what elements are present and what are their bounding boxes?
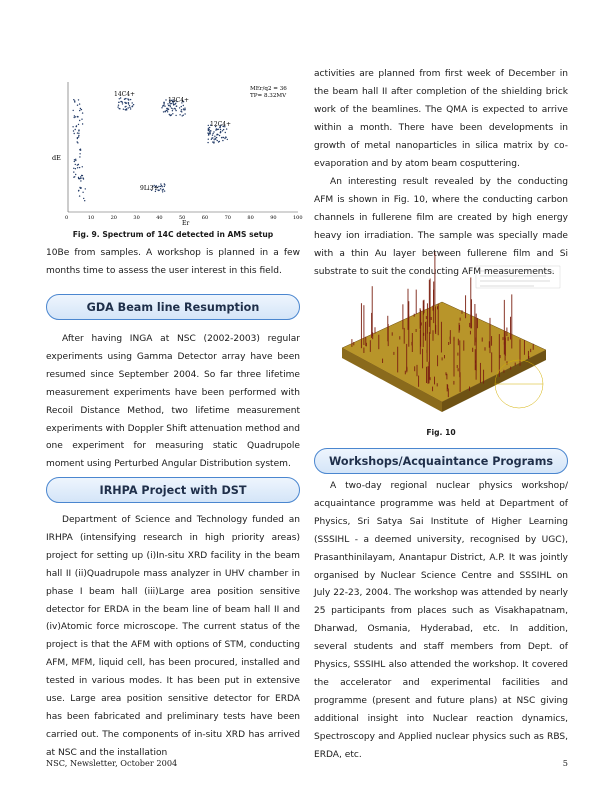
scatter-point <box>216 134 217 135</box>
scatter-point <box>162 189 163 190</box>
scatter-point <box>168 105 169 106</box>
spectrum-plot <box>46 78 303 227</box>
scatter-point <box>128 102 129 103</box>
scatter-point <box>167 111 168 112</box>
scatter-point <box>223 129 224 130</box>
scatter-point <box>181 111 182 112</box>
scatter-point <box>75 160 76 161</box>
scatter-point <box>128 103 129 104</box>
scatter-point <box>132 102 133 103</box>
scatter-point <box>81 175 82 176</box>
scatter-point <box>78 190 79 191</box>
scatter-point <box>170 106 171 107</box>
scatter-point <box>75 159 76 160</box>
scatter-point <box>117 106 118 107</box>
scatter-point <box>83 198 84 199</box>
scatter-point <box>214 136 215 137</box>
x-tick-label: 10 <box>87 215 95 221</box>
scatter-point <box>131 106 132 107</box>
scatter-point <box>78 124 79 125</box>
scatter-point <box>118 102 119 103</box>
scatter-point <box>217 140 218 141</box>
scatter-point <box>78 164 79 165</box>
scatter-point <box>124 98 125 99</box>
peak-label-9li: 9Li3+ <box>140 185 159 192</box>
figure-9-caption: Fig. 9. Spectrum of 14C detected in AMS setup <box>72 230 274 239</box>
scatter-point <box>79 120 80 121</box>
scatter-point <box>80 108 81 109</box>
scatter-point <box>163 111 164 112</box>
scatter-point <box>79 153 80 154</box>
scatter-point <box>74 159 75 160</box>
scatter-point <box>74 117 75 118</box>
scatter-point <box>222 130 223 131</box>
continued-paragraph: activities are planned from first week of December in the beam hall II after completion of the shielding brick work of the beamlines. The QMA is expected to arrive within a month. There have been developments in growth of metal nanoparticles in silica matrix by co-evaporation and by atom beam cosputtering. <box>314 69 568 169</box>
scatter-point <box>79 103 80 104</box>
irhpa-paragraph: Department of Science and Technology funded an IRHPA (intensifying research in high priority areas) project for setting up (i)In-situ XRD facility in the beam hall II (ii)Quadrupole mass analyzer in UHV chamber in phase I beam hall (iii)Large area position sensitive detector for ERDA in the beam line of beam hall II and (iv)Atomic force microscope. The current status of the project is that the AFM with options of STM, conducting AFM, MFM, liquid cell, has been procured, installed and tested in various modes. It has been put in extensive use. Large area position sensitive detector for ERDA has been fabricated and preliminary tests have been carried out. The components of in-situ XRD has arrived at NSC and the installation <box>46 515 300 758</box>
scatter-point <box>82 112 83 113</box>
scatter-point <box>160 188 161 189</box>
scatter-point <box>227 139 228 140</box>
scatter-point <box>221 137 222 138</box>
scatter-point <box>79 156 80 157</box>
scatter-point <box>80 180 81 181</box>
gda-paragraph: After having INGA at NSC (2002-2003) regular experiments using Gamma Detector array have been resumed since September 2004. So far three lifetime measurement experiments have been performed with Recoil Distance Method, two lifetime measurement experiments with Doppler Shift attenuation method and one experiment for measuring static Quadrupole moment using Perturbed Angular Distribution system. <box>46 334 300 470</box>
scatter-point <box>211 139 212 140</box>
scatter-point <box>74 115 75 116</box>
figure-9 <box>46 78 303 227</box>
scatter-point <box>179 107 180 108</box>
scatter-point <box>79 187 80 188</box>
x-axis-label: Er <box>182 220 190 227</box>
scatter-point <box>80 176 81 177</box>
scatter-point <box>82 166 83 167</box>
scatter-point <box>73 130 74 131</box>
scatter-point <box>73 177 74 178</box>
scatter-point <box>216 137 217 138</box>
scatter-point <box>77 132 78 133</box>
x-tick-label: 60 <box>201 215 209 221</box>
scatter-point <box>123 109 124 110</box>
scatter-point <box>133 104 134 105</box>
scatter-point <box>160 186 161 187</box>
scatter-point <box>218 129 219 130</box>
scatter-point <box>208 139 209 140</box>
x-tick-label: 100 <box>293 215 303 221</box>
scatter-point <box>81 119 82 120</box>
scatter-point <box>172 113 173 114</box>
scatter-point <box>122 102 123 103</box>
scatter-point <box>79 167 80 168</box>
scatter-point <box>75 129 76 130</box>
scatter-point <box>181 109 182 110</box>
scatter-point <box>78 136 79 137</box>
scatter-point <box>78 135 79 136</box>
scatter-point <box>164 106 165 107</box>
scatter-point <box>213 142 214 143</box>
footer-publication: NSC, Newsletter, October 2004 <box>46 758 178 768</box>
figure-10-caption: Fig. 10 <box>426 428 456 437</box>
intro-paragraph: 10Be from samples. A workshop is planned in a few months time to assess the user interest in this field. <box>46 248 300 276</box>
scatter-point <box>74 161 75 162</box>
scatter-point <box>164 190 165 191</box>
scatter-point <box>118 105 119 106</box>
scatter-point <box>162 191 163 192</box>
scatter-point <box>208 129 209 130</box>
x-tick-label: 80 <box>247 215 254 221</box>
scatter-point <box>208 134 209 135</box>
scatter-point <box>73 110 74 111</box>
scatter-point <box>169 105 170 106</box>
x-tick-label: 90 <box>270 215 277 221</box>
scatter-point <box>163 102 164 103</box>
scatter-point <box>84 200 85 201</box>
scatter-point <box>78 177 79 178</box>
scatter-point <box>172 110 173 111</box>
scatter-point <box>78 99 79 100</box>
scatter-point <box>164 184 165 185</box>
scatter-point <box>74 133 75 134</box>
scatter-point <box>73 171 74 172</box>
x-tick-label: 40 <box>156 215 163 221</box>
scatter-point <box>174 108 175 109</box>
scatter-point <box>212 141 213 142</box>
scatter-point <box>77 116 78 117</box>
scatter-point <box>82 123 83 124</box>
scatter-point <box>82 192 83 193</box>
scatter-point <box>78 133 79 134</box>
scatter-point <box>75 116 76 117</box>
scatter-point <box>163 104 164 105</box>
scatter-point <box>120 101 121 102</box>
figure-10 <box>314 262 568 424</box>
peak-label-12c: 12C4+ <box>210 121 232 128</box>
scatter-point <box>215 129 216 130</box>
heading-gda-beam-line: GDA Beam line Resumption <box>46 294 300 320</box>
scatter-point <box>175 115 176 116</box>
scatter-point <box>119 108 120 109</box>
scatter-point <box>184 113 185 114</box>
scatter-point <box>160 183 161 184</box>
x-tick-label: 0 <box>65 215 69 221</box>
scatter-point <box>78 129 79 130</box>
scatter-point <box>215 139 216 140</box>
scatter-point <box>172 108 173 109</box>
scatter-point <box>119 98 120 99</box>
scatter-point <box>79 195 80 196</box>
scatter-point <box>176 105 177 106</box>
afm-surface-image <box>314 262 568 424</box>
scatter-point <box>225 132 226 133</box>
peak-label-14c: 14C4+ <box>114 91 136 98</box>
scatter-point <box>81 187 82 188</box>
scatter-point <box>184 109 185 110</box>
scatter-point <box>128 107 129 108</box>
scatter-point <box>77 167 78 168</box>
scatter-point <box>122 103 123 104</box>
scatter-point <box>169 114 170 115</box>
scatter-point <box>173 104 174 105</box>
info-line-1: MEr/q2 = 36 <box>250 86 287 92</box>
scatter-point <box>223 137 224 138</box>
scatter-point <box>85 188 86 189</box>
scatter-point <box>179 114 180 115</box>
scatter-point <box>82 177 83 178</box>
scatter-point <box>126 109 127 110</box>
info-line-2: TP= 8.32MV <box>250 93 287 99</box>
scatter-point <box>171 108 172 109</box>
scatter-point <box>210 130 211 131</box>
scatter-point <box>80 149 81 150</box>
scatter-point <box>77 141 78 142</box>
scatter-point <box>167 108 168 109</box>
scatter-point <box>77 137 78 138</box>
scatter-point <box>208 125 209 126</box>
heading-workshops: Workshops/Acquaintance Programs <box>314 448 568 474</box>
scatter-point <box>75 168 76 169</box>
scatter-point <box>164 186 165 187</box>
scatter-point <box>220 129 221 130</box>
x-tick-label: 30 <box>133 215 140 221</box>
scatter-point <box>220 131 221 132</box>
scatter-point <box>222 140 223 141</box>
x-tick-label: 50 <box>179 215 186 221</box>
scatter-point <box>125 109 126 110</box>
scatter-point <box>208 133 209 134</box>
scatter-point <box>165 99 166 100</box>
heading-irhpa-project: IRHPA Project with DST <box>46 477 300 503</box>
scatter-point <box>218 141 219 142</box>
peak-label-13c: 13C4+ <box>168 97 190 104</box>
afm-paragraph: An interesting result revealed by the conducting AFM is shown in Fig. 10, where the conducting carbon channels in fullerene film are created by high energy heavy ion irradiation. The sample was specially made with a thin Au layer between fullerene film and Si substrate to suit the conducting AFM measurements. <box>314 177 568 277</box>
scatter-point <box>81 109 82 110</box>
scatter-point <box>129 107 130 108</box>
scatter-point <box>182 115 183 116</box>
scatter-point <box>130 99 131 100</box>
scatter-point <box>170 115 171 116</box>
y-axis-label: dE <box>52 154 61 162</box>
scatter-point <box>73 168 74 169</box>
scatter-point <box>76 126 77 127</box>
workshop-paragraph: A two-day regional nuclear physics workshop/ acquaintance programme was held at Department of Physics, Sri Satya Sai Institute of Higher Learning (SSSIHL - a deemed university, recognised by UGC), Prasanthinilayam, Anantapur District, A.P. It was jointly organised by Nuclear Science Centre and SSSIHL on July 22-23, 2004. The workshop was attended by nearly 25 participants from places such as Visakhapatnam, Dharwad, Osmania, Hyderabad, etc. In addition, several students and staff members from Dept. of Physics, SSSIHL also attended the workshop. It covered the accelerator and experimental facilities and programme (present and future plans) at NSC giving additional insight into Nuclear reaction dynamics, Spectroscopy and Applied nuclear physics such as RBS, ERDA, etc. <box>314 481 568 760</box>
scatter-point <box>213 131 214 132</box>
scatter-point <box>125 106 126 107</box>
scatter-point <box>175 110 176 111</box>
scatter-point <box>73 99 74 100</box>
scatter-point <box>183 105 184 106</box>
scatter-point <box>72 126 73 127</box>
scatter-point <box>184 108 185 109</box>
scatter-point <box>75 174 76 175</box>
scatter-point <box>219 135 220 136</box>
scatter-point <box>212 133 213 134</box>
scatter-point <box>212 137 213 138</box>
scatter-point <box>74 100 75 101</box>
scatter-point <box>161 185 162 186</box>
scatter-point <box>212 135 213 136</box>
scatter-point <box>77 105 78 106</box>
scatter-point <box>79 110 80 111</box>
scatter-point <box>208 128 209 129</box>
scatter-point <box>165 111 166 112</box>
scatter-point <box>214 139 215 140</box>
x-tick-label: 70 <box>224 215 231 221</box>
scatter-point <box>181 106 182 107</box>
scatter-point <box>130 108 131 109</box>
scatter-point <box>125 103 126 104</box>
x-tick-label: 20 <box>110 215 117 221</box>
scatter-point <box>129 105 130 106</box>
scatter-point <box>161 107 162 108</box>
page-number: 5 <box>562 758 568 768</box>
scatter-point <box>209 133 210 134</box>
scatter-point <box>75 164 76 165</box>
scatter-point <box>224 138 225 139</box>
scatter-point <box>225 137 226 138</box>
scatter-point <box>226 128 227 129</box>
scatter-point <box>207 142 208 143</box>
scatter-point <box>128 99 129 100</box>
